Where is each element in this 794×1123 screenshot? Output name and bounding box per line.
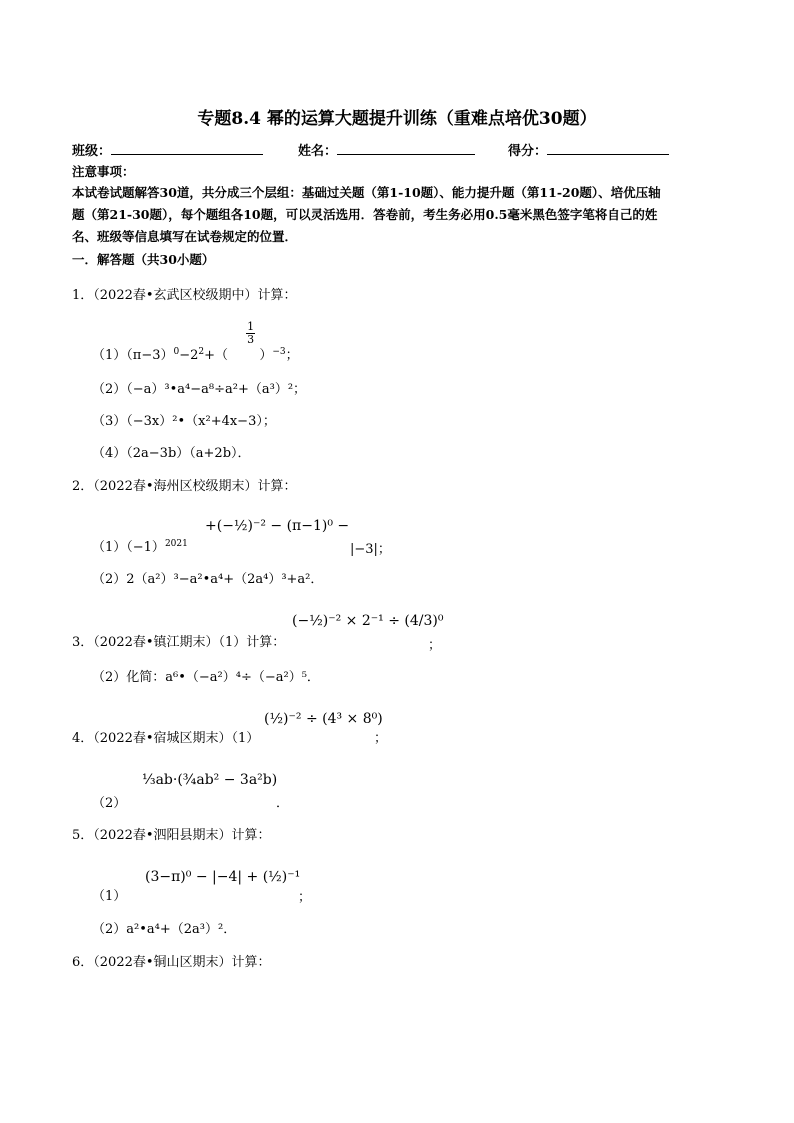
- q5-tail1: ；: [298, 890, 312, 905]
- q1-part3: （3）（−3x）²•（x²+4x−3）；: [92, 414, 276, 429]
- q4-formula2: ⅓ab·(¾ab² − 3a²b): [142, 772, 278, 788]
- class-field: [72, 140, 263, 159]
- q4-part2-label: （2）: [92, 796, 127, 811]
- q1-part1: $(1)(\pi-3)^0-2^2+$（ $\frac{1}{3}$ ）$^{-3}$；: [92, 320, 299, 363]
- q1-fraction: $\frac{1}{3}$: [247, 320, 255, 346]
- q1-part2: （2）（−a）³•a⁴−a⁸÷a²+（a³）²；: [92, 382, 307, 397]
- q3-part2: （2）化简：a⁶•（−a²）⁴÷（−a²）⁵．: [92, 670, 320, 685]
- class-label: 班级：: [72, 144, 112, 159]
- q5-part2: （2）a²•a⁴+（2a³）²．: [92, 922, 237, 937]
- q2-part1-label: $(1)(-1)^{2021}$: [92, 539, 188, 555]
- q3-formula: (−½)⁻² × 2⁻¹ ÷ (4/3)⁰: [292, 613, 444, 629]
- page-title: 专题8.4 幂的运算大题提升训练（重难点培优30题）: [197, 109, 597, 129]
- section-title: 一．解答题（共30小题）: [72, 252, 215, 267]
- name-blank[interactable]: [337, 140, 475, 155]
- score-field: [508, 140, 669, 159]
- score-blank[interactable]: [547, 140, 669, 155]
- q3-stem: 3．（2022春•镇江期末）（1）计算：: [72, 635, 286, 650]
- notice-line-3: 名、班级等信息填写在试卷规定的位置．: [72, 229, 298, 244]
- q4-tail1: ；: [374, 731, 388, 746]
- class-blank[interactable]: [111, 140, 263, 155]
- q1-stem: 1．（2022春•玄武区校级期中）计算：: [72, 288, 297, 303]
- q4-stem: 4．（2022春•宿城区期末）（1）: [72, 731, 260, 746]
- notice-heading: 注意事项：: [72, 164, 135, 179]
- q3-tail: ；: [428, 638, 442, 653]
- notice-line-2: 题（第21-30题），每个题组各10题，可以灵活选用．答卷前，考生务必用0.5毫米黑色签字笔将自己的姓: [72, 207, 658, 222]
- notice-line-1: 本试卷试题解答30道，共分成三个层组：基础过关题（第1-10题）、能力提升题（第11-20题）、培优压轴: [72, 185, 661, 200]
- q1-part4: （4）（2a−3b）（a+2b）．: [92, 446, 251, 461]
- q4-formula1: (½)⁻² ÷ (4³ × 8⁰): [264, 711, 383, 727]
- score-label: 得分：: [508, 144, 548, 159]
- name-label: 姓名：: [298, 144, 338, 159]
- q5-part1-label: （1）: [92, 889, 127, 904]
- q5-formula1: (3−π)⁰ − |−4| + (½)⁻¹: [145, 869, 301, 885]
- q2-part1-formula: +(−½)⁻² − (π−1)⁰ −: [205, 518, 350, 534]
- q6-stem: 6．（2022春•铜山区期末）计算：: [72, 955, 271, 970]
- q2-stem: 2．（2022春•海州区校级期末）计算：: [72, 479, 297, 494]
- q5-stem: 5．（2022春•泗阳县期末）计算：: [72, 828, 271, 843]
- name-field: [298, 140, 475, 159]
- q4-tail2: ．: [276, 796, 290, 811]
- q2-part1-abs: |−3|；: [350, 542, 391, 557]
- q2-part2: （2）2（a²）³−a²•a⁴+（2a⁴）³+a²．: [92, 572, 324, 587]
